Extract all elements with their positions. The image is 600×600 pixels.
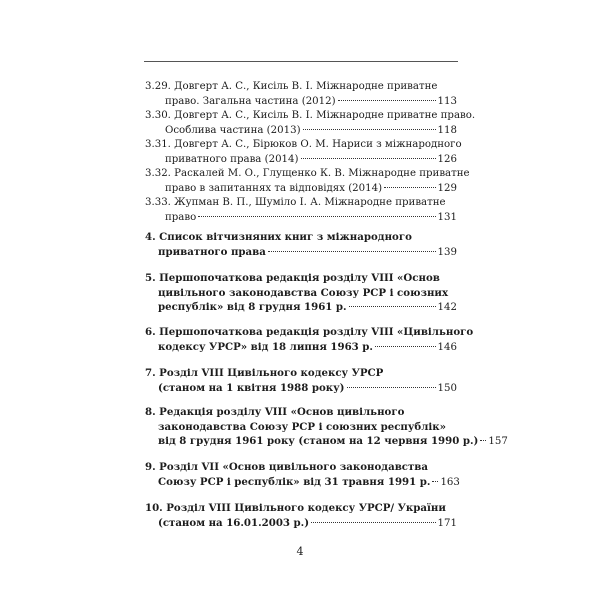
entry-text: від 8 грудня 1961 року (станом на 12 червня 1990 р.) [158,435,479,448]
entry-text: 9. Розділ VII «Основ цивільного законодавства [145,461,428,473]
entry-text: приватного права [158,245,266,258]
entry-text: право. Загальна частина (2012) [165,95,336,107]
entry-text: 10. Розділ VIII Цивільного кодексу УРСР/ України [145,502,446,514]
entry-page-number: 139 [437,246,457,258]
dot-leader [301,158,436,159]
entry-text: 3.31. Довгерт А. С., Бірюков О. М. Нариси з міжнародного [145,139,462,150]
toc-entry-3-29[interactable] [145,80,457,109]
toc-entry-9[interactable] [145,460,460,490]
entry-text: приватного права (2014) [165,153,299,165]
dot-leader [349,306,436,307]
entry-page-number: 171 [437,517,457,529]
entry-page-number: 126 [437,153,457,165]
dot-leader [347,387,436,388]
entry-page-number: 146 [437,341,457,353]
entry-text: Особлива частина (2013) [165,124,301,136]
entry-text: кодексу УРСР» від 18 липня 1963 р. [158,340,373,353]
entry-text: 3.29. Довгерт А. С., Кисіль В. І. Міжнародне приватне [145,81,438,92]
dot-leader [432,481,438,482]
dot-leader [303,129,436,130]
entry-text: 6. Першопочаткова редакція розділу VIII «Цивільного [145,326,474,338]
dot-leader [375,346,436,347]
entry-page-number: 150 [437,382,457,394]
entry-text: 8. Редакція розділу VIII «Основ цивільного [145,406,405,418]
entry-text: 4. Список вітчизняних книг з міжнародного [145,231,412,243]
entry-page-number: 129 [437,182,457,194]
entry-page-number: 157 [488,436,508,448]
entry-page-number: 118 [437,124,457,136]
entry-text: Союзу РСР і республік» від 31 травня 1991 р. [158,475,431,488]
entry-text: 3.30. Довгерт А. С., Кисіль В. І. Міжнародне приватне право. [145,110,476,121]
entry-text: право в запитаннях та відповідях (2014) [165,182,383,194]
page-number: 4 [296,545,304,558]
dot-leader [480,440,486,441]
toc-entry-3-32[interactable] [145,167,470,196]
toc-entry-3-30[interactable] [145,109,476,138]
entry-text: 3.33. Жупман В. П., Шуміло І. А. Міжнародне приватне [145,197,446,208]
entry-text: республік» від 8 грудня 1961 р. [158,301,347,314]
toc-entry-10[interactable] [145,501,457,531]
toc-entry-8[interactable] [145,405,508,450]
entry-text: 5. Першопочаткова редакція розділу VIII «Основ [145,272,440,284]
toc-entry-6[interactable] [145,325,474,355]
toc-entry-7[interactable] [145,366,457,396]
entry-text: (станом на 16.01.2003 р.) [158,516,310,529]
dot-leader [384,187,435,188]
dot-leader [198,216,435,217]
toc-entry-4[interactable] [145,230,457,260]
header-rule [144,61,458,62]
toc-entry-3-33[interactable] [145,196,457,225]
entry-text: цивільного законодавства Союзу РСР і союзних [158,286,449,299]
entry-page-number: 131 [437,211,457,223]
entry-text: 7. Розділ VIII Цивільного кодексу УРСР [145,367,384,379]
entry-text: (станом на 1 квітня 1988 року) [158,381,345,394]
toc-entry-5[interactable] [145,271,457,316]
entry-text: право [165,211,197,223]
dot-leader [338,100,436,101]
dot-leader [311,522,436,523]
entry-page-number: 113 [437,95,457,107]
entry-text: 3.32. Раскалей М. О., Глущенко К. В. Міжнародне приватне [145,168,470,179]
toc-entry-3-31[interactable] [145,138,462,167]
entry-page-number: 163 [440,476,460,488]
entry-page-number: 142 [437,302,457,314]
dot-leader [268,251,436,252]
entry-text: законодавства Союзу РСР і союзних республік» [158,420,446,433]
